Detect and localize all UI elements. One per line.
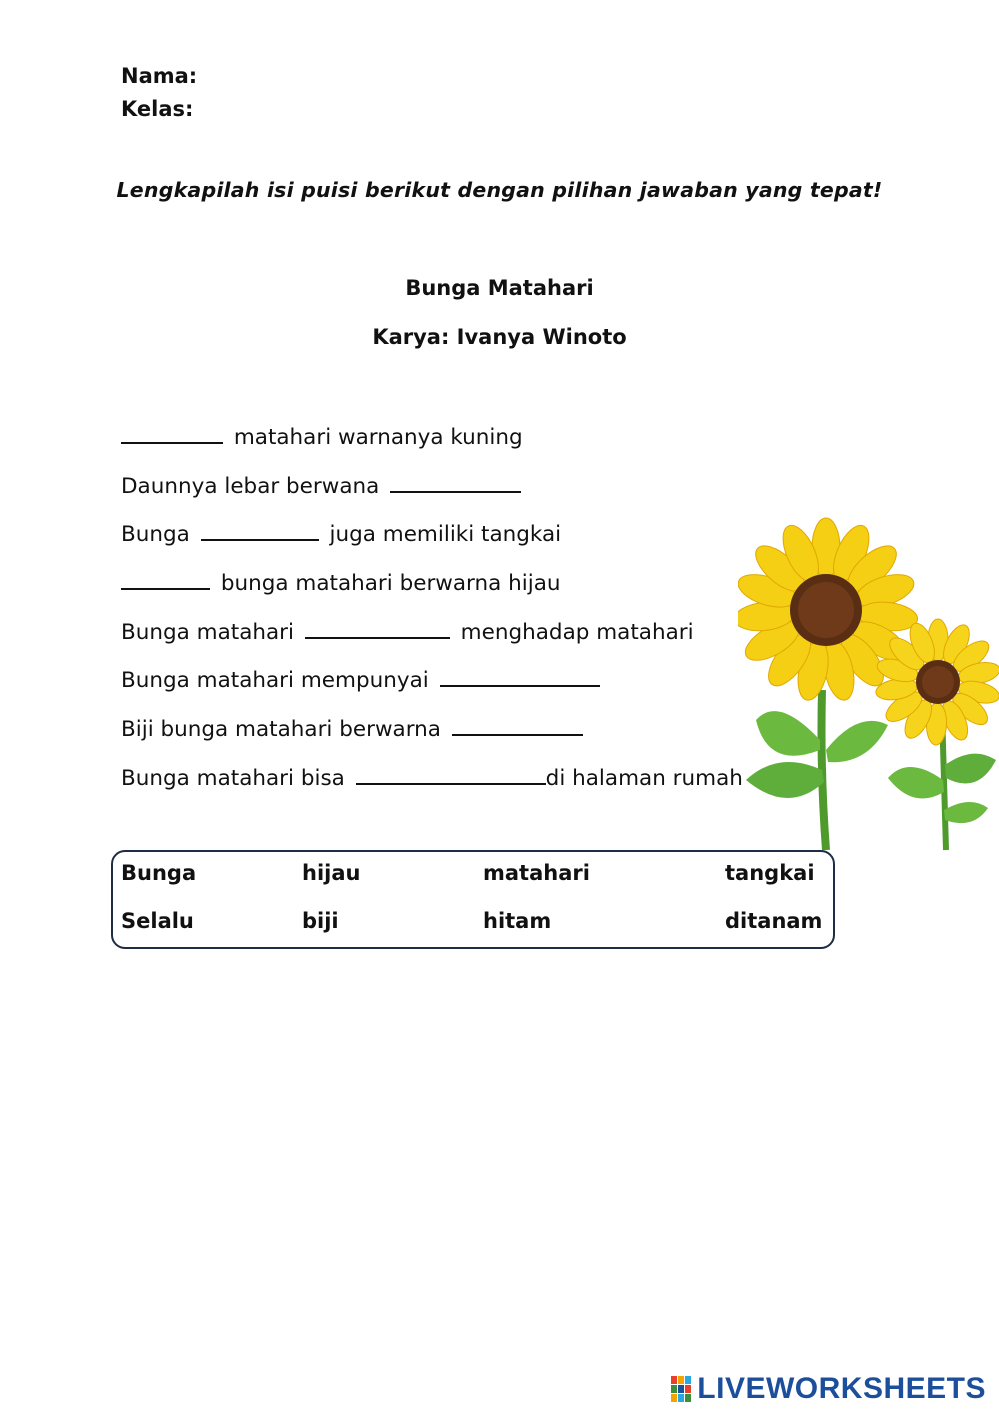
blank-8[interactable] [356,763,546,785]
blank-6[interactable] [440,665,600,687]
word-option[interactable]: hijau [302,861,361,885]
word-option[interactable]: Bunga [121,861,197,885]
liveworksheets-logo [671,1372,986,1406]
blank-4[interactable] [121,568,210,590]
word-option[interactable]: tangkai [725,861,815,885]
sunflower-small [874,619,999,850]
class-label: Kelas: [121,97,194,121]
logo-text: LIVEWORKSHEETS [697,1372,986,1405]
word-option[interactable]: matahari [483,861,590,885]
poem-line-6: Bunga matahari mempunyai [121,665,604,693]
poem-title: Bunga Matahari [405,276,594,300]
poem-line-2: Daunnya lebar berwana [121,471,525,499]
poem-line-7: Biji bunga matahari berwarna [121,714,587,742]
poem-author: Karya: Ivanya Winoto [372,325,627,349]
poem-line-8: Bunga matahari bisa di halaman rumah [121,763,743,791]
name-label: Nama: [121,64,198,88]
poem-line-4: bunga matahari berwarna hijau [121,568,561,596]
poem-line-3: Bunga juga memiliki tangkai [121,519,561,547]
poem-line-1: matahari warnanya kuning [121,422,523,450]
word-option[interactable]: biji [302,909,339,933]
sunflower-illustration [738,510,999,855]
blank-3[interactable] [201,519,319,541]
word-option[interactable]: hitam [483,909,552,933]
blank-7[interactable] [452,714,583,736]
logo-blocks-icon [671,1376,693,1402]
blank-2[interactable] [390,471,521,493]
instruction-text: Lengkapilah isi puisi berikut dengan pilihan jawaban yang tepat! [116,178,883,202]
word-option[interactable]: Selalu [121,909,194,933]
blank-1[interactable] [121,422,223,444]
blank-5[interactable] [305,617,450,639]
poem-line-5: Bunga matahari menghadap matahari [121,617,694,645]
word-option[interactable]: ditanam [725,909,823,933]
